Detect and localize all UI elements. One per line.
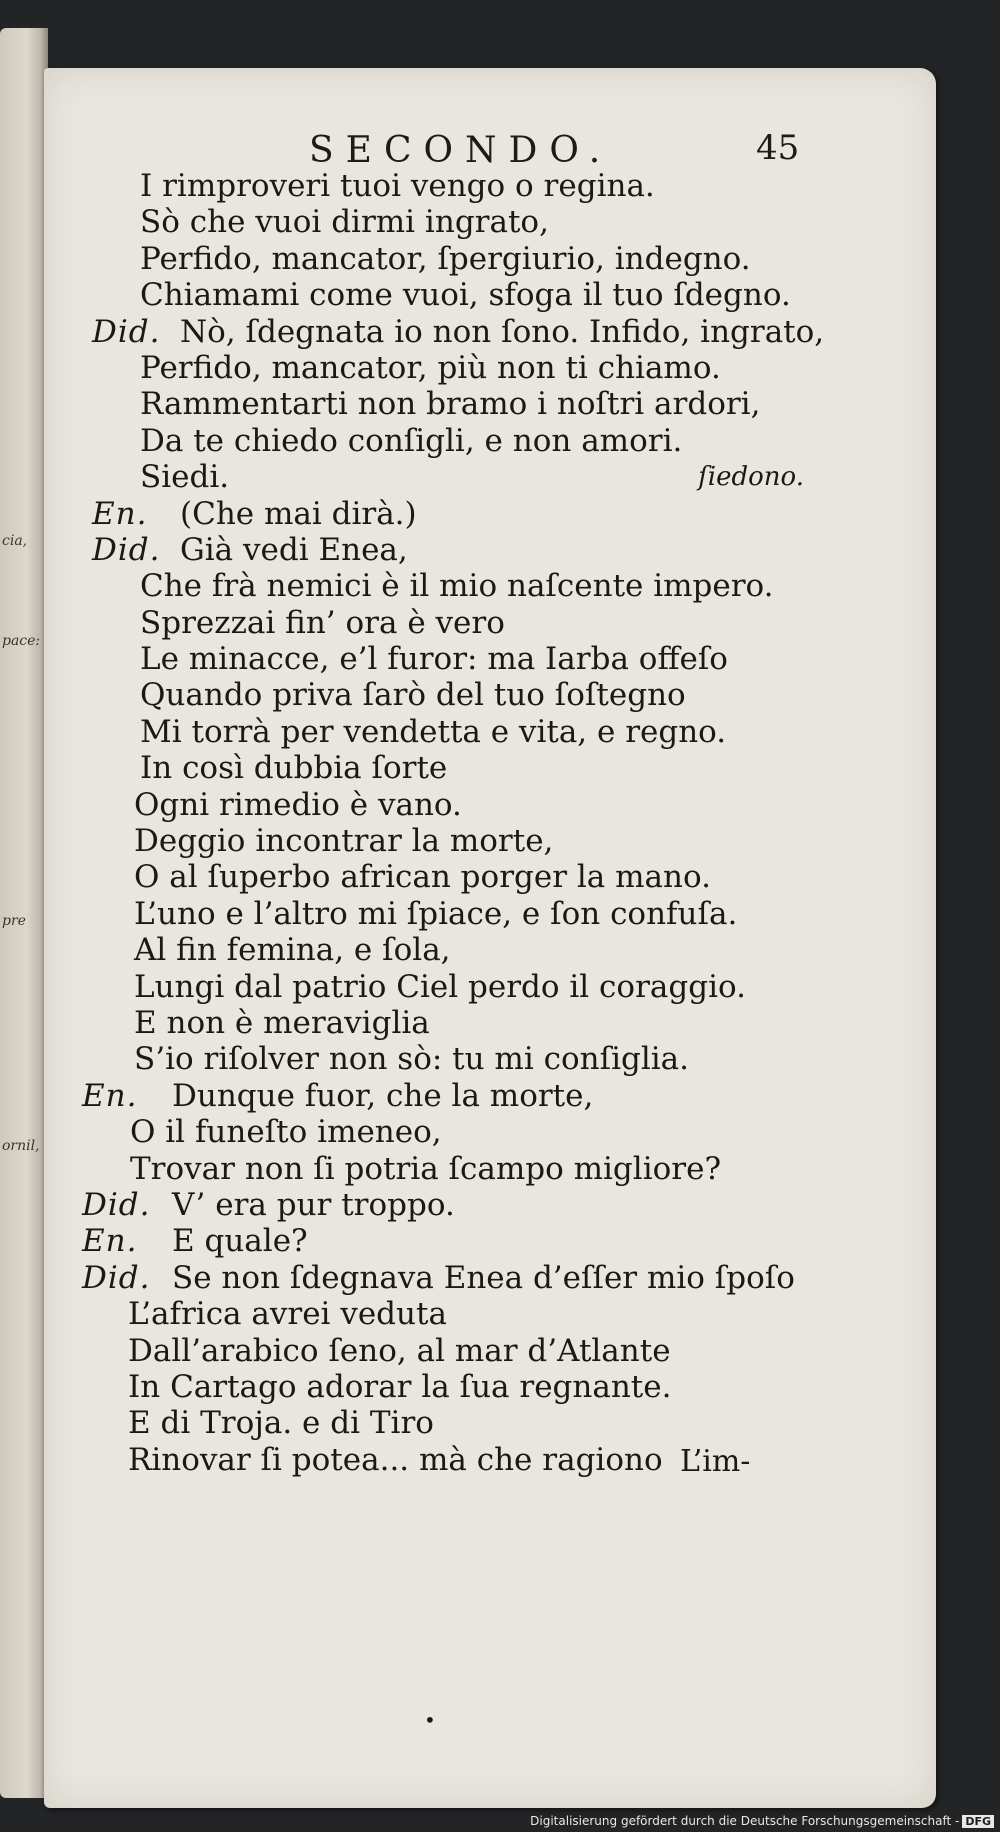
verse-line (44, 459, 936, 495)
speaker-label: En. (82, 1223, 138, 1260)
verse-line (44, 386, 936, 422)
line-text: Da te chiedo conſigli, e non amori. (140, 422, 683, 459)
speaker-label: Did. (82, 1259, 151, 1296)
line-text: Nò, ſdegnata io non ſono. Infido, ingrato, (180, 313, 825, 350)
page-number: 45 (756, 128, 800, 168)
prev-page-fragment: pre (2, 913, 26, 929)
speaker-label: Did. (82, 1186, 151, 1223)
line-text: Sò che vuoi dirmi ingrato, (140, 204, 549, 241)
line-text: Le minacce, e’l furor: ma Iarba offeſo (140, 641, 728, 678)
verse-line (44, 1187, 936, 1223)
speaker-label: Did. (92, 313, 161, 350)
verse-line (44, 423, 936, 459)
line-text: Chiamami come vuoi, sfoga il tuo ſdegno. (140, 277, 791, 314)
verse-line (44, 568, 936, 604)
prev-page-fragment: pace: (2, 633, 41, 649)
speaker-label: En. (82, 1077, 138, 1114)
catchword: L’im- (680, 1444, 751, 1479)
verse-line (44, 532, 936, 568)
stage-direction: ſiedono. (698, 462, 804, 493)
line-text: Già vedi Enea, (180, 531, 408, 568)
ink-mark: • (424, 1708, 436, 1732)
verse-line (44, 1005, 936, 1041)
book-page (44, 68, 936, 1808)
line-text: Siedi. (140, 459, 230, 496)
line-text: Se non ſdegnava Enea d’eſſer mio ſpoſo (172, 1259, 795, 1296)
line-text: E non è meraviglia (134, 1004, 430, 1041)
line-text: Perfido, mancator, più non ti chiamo. (140, 349, 721, 386)
line-text: S’io riſolver non sò: tu mi conſiglia. (134, 1041, 689, 1078)
verse-line (44, 1151, 936, 1187)
verse-line (44, 1333, 936, 1369)
line-text: Deggio incontrar la morte, (134, 823, 554, 860)
verse-line (44, 1369, 936, 1405)
previous-page-edge (0, 28, 48, 1798)
verse-line (44, 168, 936, 204)
line-text: V’ era pur troppo. (172, 1186, 455, 1223)
verse-line (44, 204, 936, 240)
verse-line (44, 859, 936, 895)
prev-page-fragment: cia, (2, 533, 28, 549)
credit-text: Digitalisierung gefördert durch die Deutsche Forschungsgemeinschaft - (530, 1814, 960, 1828)
verse-line (44, 350, 936, 386)
verse-line (44, 932, 936, 968)
line-text: Dall’arabico ſeno, al mar d’Atlante (128, 1332, 671, 1369)
line-text: (Che mai dirà.) (180, 495, 417, 532)
speaker-label: Did. (92, 531, 161, 568)
verse-line (44, 1041, 936, 1077)
line-text: In Cartago adorar la ſua regnante. (128, 1368, 672, 1405)
line-text: Quando priva ſarò del tuo ſoſtegno (140, 677, 686, 714)
line-text: Dunque fuor, che la morte, (172, 1077, 594, 1114)
line-text: E di Troja. e di Tiro (128, 1405, 434, 1442)
verse-line (44, 1296, 936, 1332)
verse-line (44, 641, 936, 677)
line-text: Al fin femina, e ſola, (134, 932, 451, 969)
dfg-logo: DFG (962, 1815, 994, 1828)
verse-line (44, 1260, 936, 1296)
line-text: Mi torrà per vendetta e vita, e regno. (140, 713, 727, 750)
verse-line (44, 277, 936, 313)
line-text: O il funeſto imeneo, (130, 1114, 442, 1151)
verse-line (44, 241, 936, 277)
verse-line (44, 677, 936, 713)
line-text: E quale? (172, 1223, 308, 1260)
running-head: SECONDO. (309, 130, 613, 171)
line-text: I rimproveri tuoi vengo o regina. (140, 168, 655, 204)
verse-line (44, 1442, 936, 1478)
verse-line (44, 1405, 936, 1441)
verse-line (44, 1078, 936, 1114)
verse-line (44, 605, 936, 641)
line-text: Rammentarti non bramo i noſtri ardori, (140, 386, 761, 423)
line-text: L’uno e l’altro mi ſpiace, e ſon confuſa. (134, 895, 738, 932)
digitization-credit (530, 1814, 994, 1828)
verse-line (44, 823, 936, 859)
line-text: Ogni rimedio è vano. (134, 786, 462, 823)
line-text: Perfido, mancator, ſpergiurio, indegno. (140, 240, 751, 277)
verse-line (44, 750, 936, 786)
line-text: Che frà nemici è il mio naſcente impero. (140, 568, 774, 605)
line-text: O al ſuperbo african porger la mano. (134, 859, 711, 896)
verse-line (44, 714, 936, 750)
verse-lines (44, 168, 936, 1478)
verse-line (44, 969, 936, 1005)
verse-line (44, 314, 936, 350)
verse-line (44, 496, 936, 532)
line-text: L’africa avrei veduta (128, 1296, 447, 1333)
line-text: Rinovar ſi potea... mà che ragiono (128, 1441, 663, 1478)
line-text: Lungi dal patrio Ciel perdo il coraggio. (134, 968, 746, 1005)
verse-line (44, 1223, 936, 1259)
verse-line (44, 896, 936, 932)
line-text: Sprezzai fin’ ora è vero (140, 604, 505, 641)
verse-line (44, 787, 936, 823)
line-text: In così dubbia ſorte (140, 750, 448, 787)
speaker-label: En. (92, 495, 148, 532)
line-text: Trovar non ſi potria ſcampo migliore? (130, 1150, 722, 1187)
verse-line (44, 1114, 936, 1150)
prev-page-fragment: ornil, (2, 1138, 40, 1154)
